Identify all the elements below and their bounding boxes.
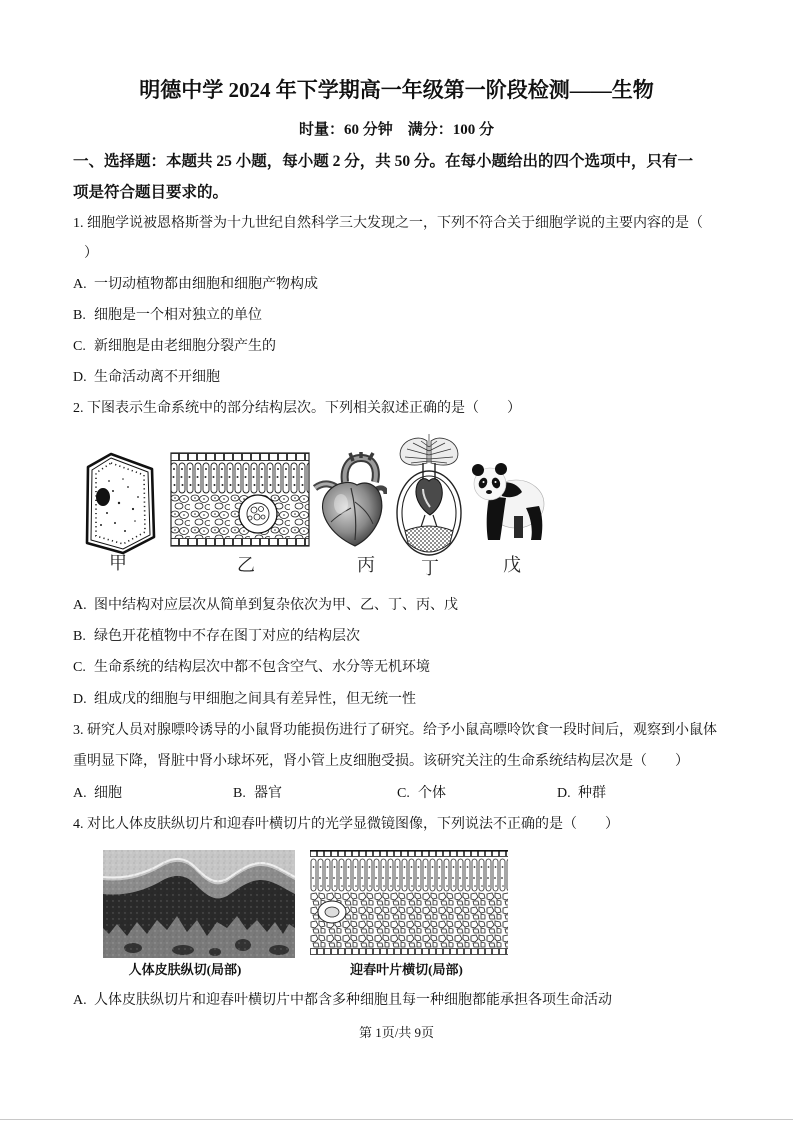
q1-option-b	[73, 306, 262, 326]
page-number: 第 1页/共 9页	[358, 1025, 435, 1040]
figure-label-bing: 丙	[357, 555, 375, 575]
q2-option-d	[73, 690, 416, 710]
q1-stem-line-1: 1. 细胞学说被恩格斯誉为十九世纪自然科学三大发现之一，下列不符合关于细胞学说的主要内容的是（	[73, 216, 703, 231]
q2-option-a	[73, 596, 458, 616]
option-letter: C.	[73, 339, 86, 354]
q4-option-a	[73, 991, 612, 1011]
heart	[416, 479, 442, 515]
figure-label-wu: 戊	[503, 555, 521, 575]
q2-stem: 2. 下图表示生命系统中的部分结构层次。下列相关叙述正确的是（ ）	[73, 401, 521, 416]
figure-label-yi: 乙	[237, 555, 255, 575]
option-letter: A.	[73, 786, 87, 801]
vascular-bundle	[239, 495, 277, 533]
section-heading-line-2: 项是符合题目要求的。	[73, 184, 229, 201]
option-text: 生命系统的结构层次中都不包含空气、水分等无机环境	[94, 660, 430, 675]
option-text: 新细胞是由老细胞分裂产生的	[94, 339, 276, 354]
q2-option-b	[73, 627, 360, 647]
option-letter: A.	[73, 598, 87, 613]
option-letter: C.	[73, 660, 86, 675]
option-text: 细胞	[94, 786, 122, 801]
option-text: 器官	[254, 786, 282, 801]
q3-stem-line-1: 3. 研究人员对腺嘌呤诱导的小鼠肾功能损伤进行了研究。给予小鼠高嘌呤饮食一段时间后，观察到小鼠体	[73, 723, 717, 738]
lungs	[400, 434, 458, 465]
exam-meta: 时量：60 分钟 满分：100 分	[298, 122, 494, 138]
figure-label-ding: 丁	[421, 558, 439, 578]
figure-label-jia: 甲	[109, 553, 127, 573]
heart-figure	[311, 452, 387, 548]
leaf-section-figure	[170, 452, 312, 548]
option-letter: C.	[397, 786, 410, 801]
panda-figure	[468, 458, 548, 544]
option-text: 一切动植物都由细胞和细胞产物构成	[94, 277, 318, 292]
leaf-section-micrograph	[310, 850, 508, 958]
option-letter: D.	[73, 370, 87, 385]
q3-option-d	[557, 784, 606, 804]
option-text: 细胞是一个相对独立的单位	[94, 308, 262, 323]
option-letter: A.	[73, 993, 87, 1008]
option-letter: D.	[73, 692, 87, 707]
option-text: 生命活动离不开细胞	[94, 370, 220, 385]
section-heading-line-1: 一、选择题：本题共 25 小题，每小题 2 分，共 50 分。在每小题给出的四个选项中，只有一	[73, 153, 694, 170]
leaf-vein	[318, 901, 346, 923]
q1-option-a	[73, 275, 318, 295]
q2-option-c	[73, 658, 430, 678]
circulatory-system-figure	[393, 433, 465, 559]
option-text: 绿色开花植物中不存在图丁对应的结构层次	[94, 629, 360, 644]
skin-caption: 人体皮肤纵切(局部)	[128, 962, 242, 977]
q3-option-c	[397, 784, 446, 804]
option-letter: D.	[557, 786, 571, 801]
option-text: 组成戊的细胞与甲细胞之间具有差异性，但无统一性	[94, 692, 416, 707]
q4-stem: 4. 对比人体皮肤纵切片和迎春叶横切片的光学显微镜图像，下列说法不正确的是（ ）	[73, 817, 619, 832]
option-letter: B.	[73, 308, 86, 323]
q3-option-b	[233, 784, 282, 804]
option-text: 人体皮肤纵切片和迎春叶横切片中都含多种细胞且每一种细胞都能承担各项生命活动	[94, 993, 612, 1008]
nucleus	[96, 488, 110, 506]
option-text: 个体	[418, 786, 446, 801]
option-letter: B.	[73, 629, 86, 644]
q1-option-c	[73, 337, 276, 357]
q3-stem-line-2: 重明显下降，肾脏中肾小球坏死，肾小管上皮细胞受损。该研究关注的生命系统结构层次是（ ）	[73, 754, 689, 769]
skin-section-micrograph	[103, 850, 295, 958]
q1-option-d	[73, 368, 220, 388]
option-letter: A.	[73, 277, 87, 292]
q1-stem-line-2: ）	[84, 246, 98, 261]
q3-option-a	[73, 784, 122, 804]
leaf-caption: 迎春叶片横切(局部)	[350, 962, 463, 977]
option-text: 种群	[578, 786, 606, 801]
option-text: 图中结构对应层次从简单到复杂依次为甲、乙、丁、丙、戊	[94, 598, 458, 613]
plant-cell-figure	[83, 451, 157, 555]
option-letter: B.	[233, 786, 246, 801]
page-edge-line	[0, 1119, 793, 1120]
exam-title: 明德中学 2024 年下学期高一年级第一阶段检测——生物	[139, 78, 654, 102]
